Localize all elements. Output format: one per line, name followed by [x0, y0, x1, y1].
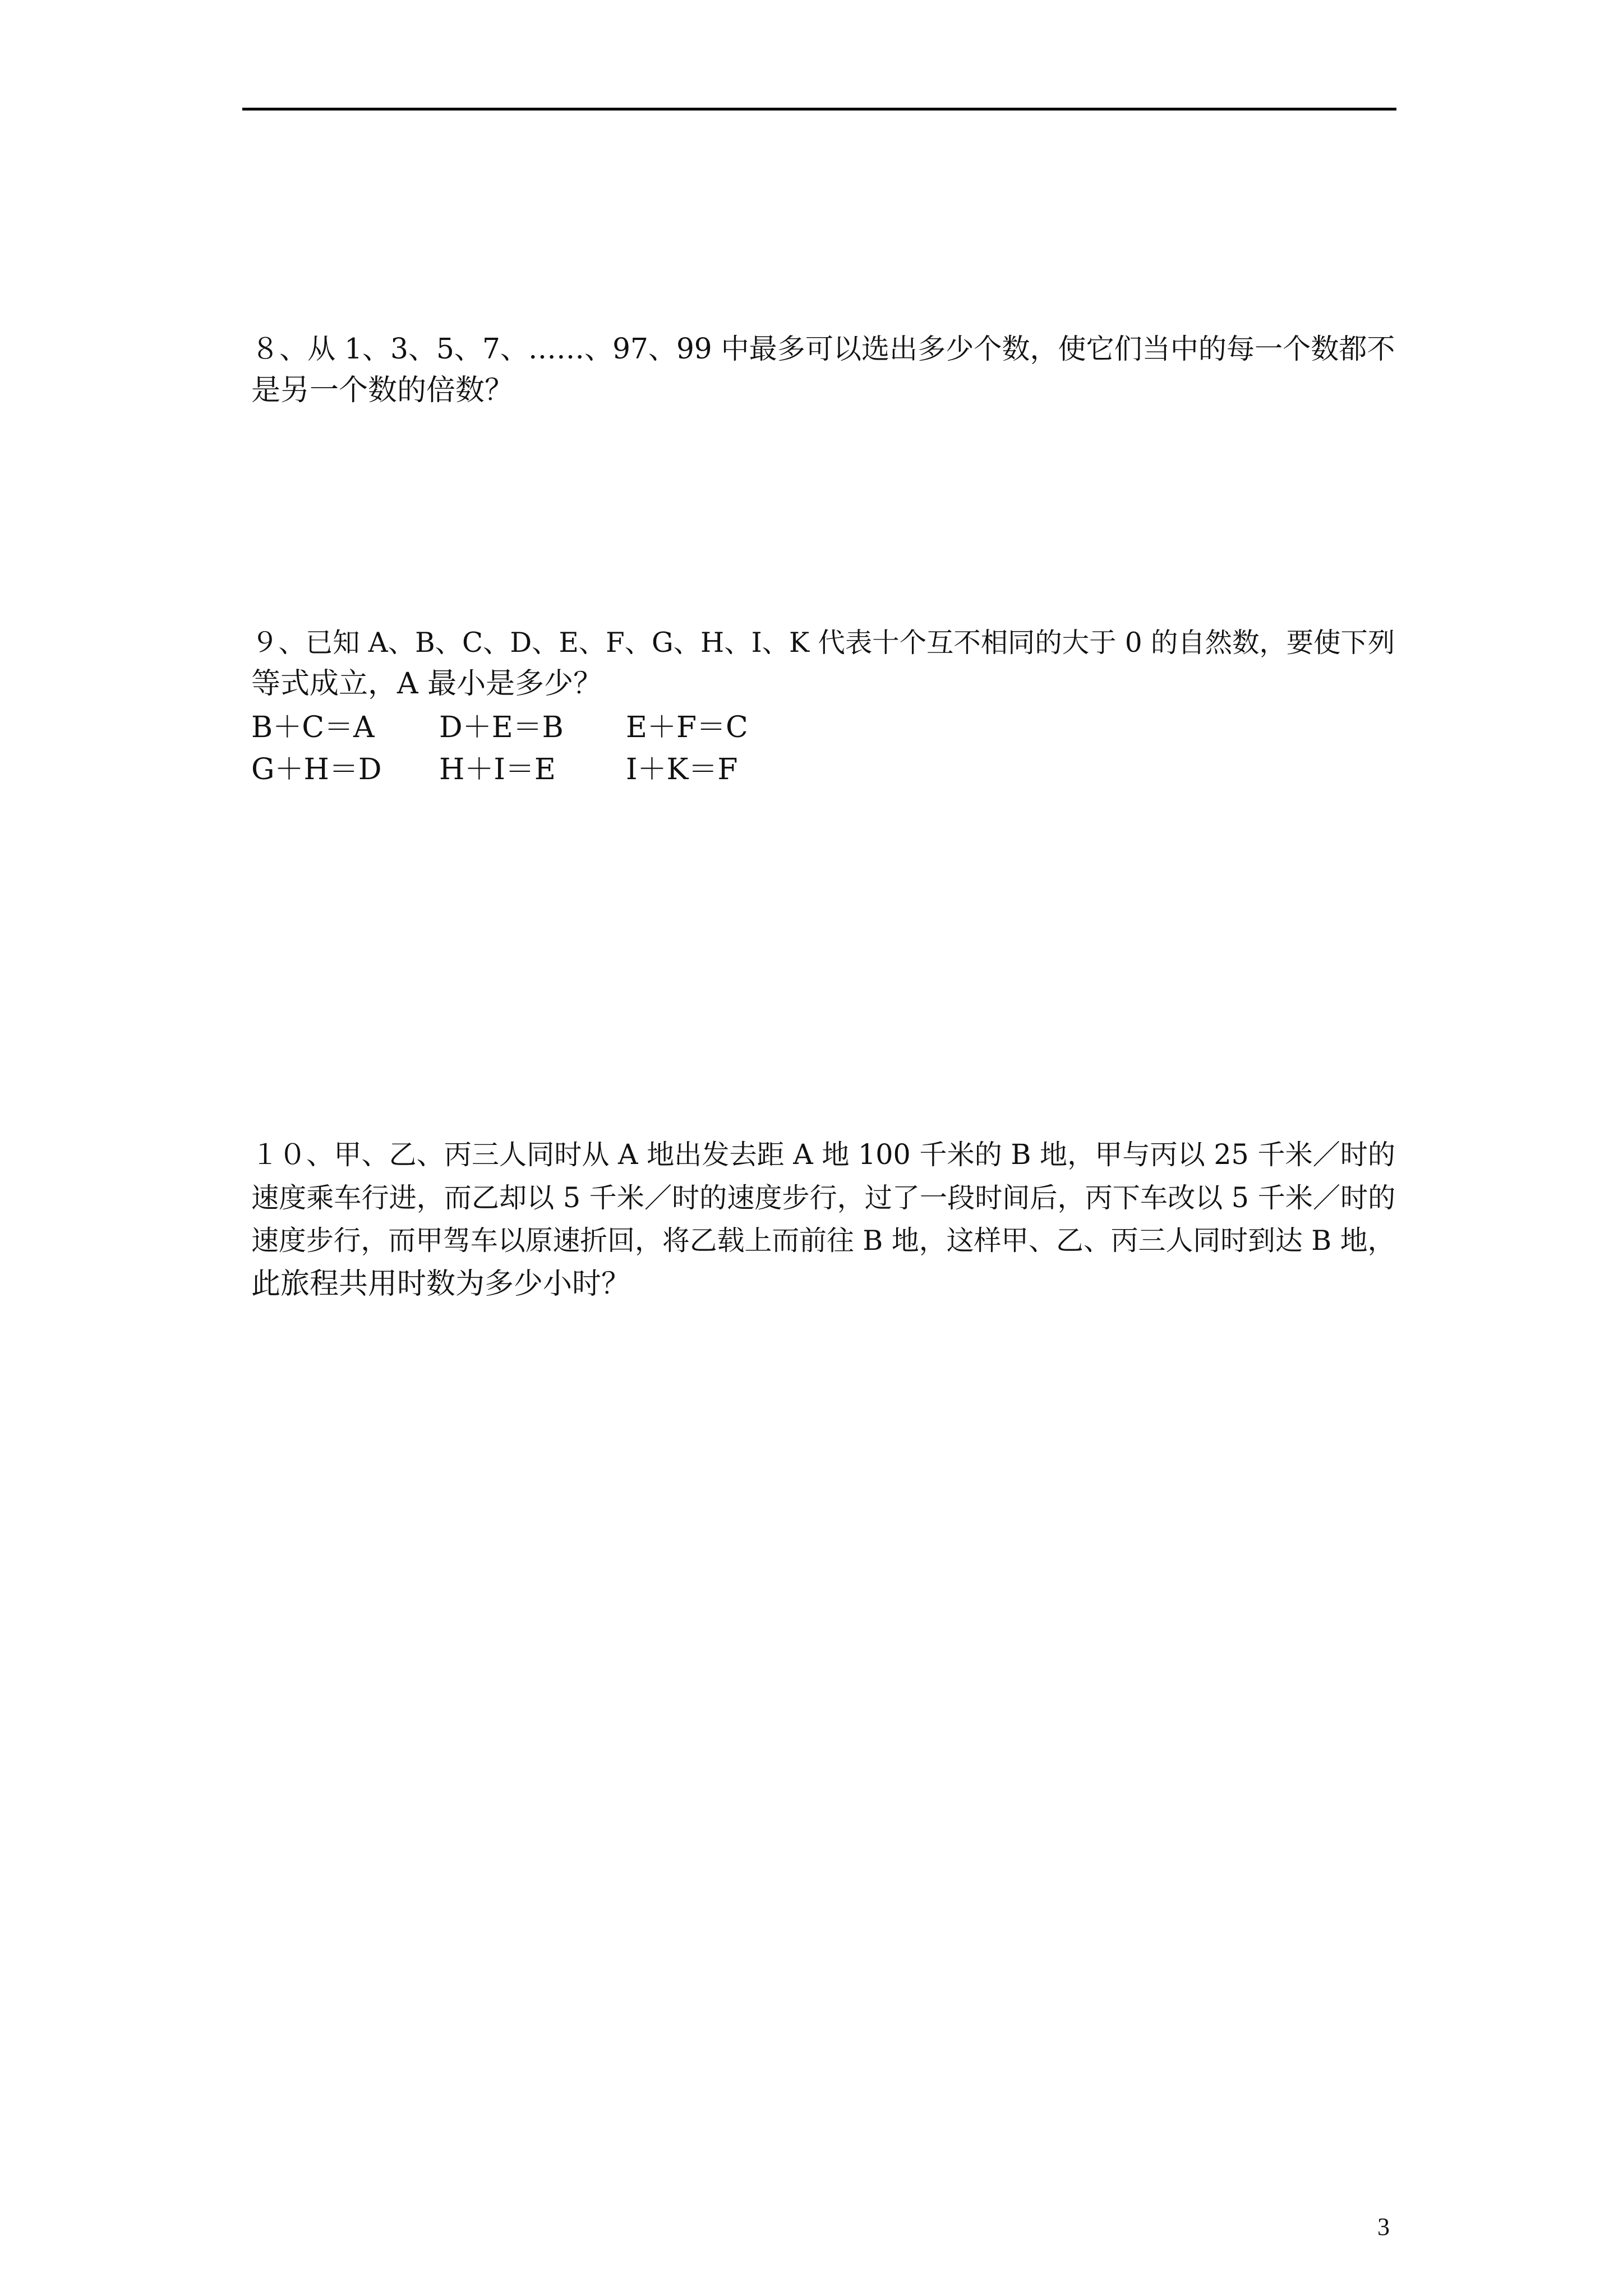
equation: E＋F＝C: [626, 711, 748, 744]
question-8-line-1: ８、从 1、3、5、7、……、97、99 中最多可以选出多少个数，使它们当中的每一个数都不: [251, 333, 1395, 365]
question-9-line-1: ９、已知 A、B、C、D、E、F、G、H、I、K 代表十个互不相同的大于 0 的自然数，要使下列: [251, 627, 1395, 659]
equation: D＋E＝B: [439, 711, 564, 744]
page-number: 3: [1377, 2213, 1390, 2240]
question-10-line-1: １０、甲、乙、丙三人同时从 A 地出发去距 A 地 100 千米的 B 地，甲与丙以 25 千米／时的: [251, 1138, 1395, 1171]
question-10-line-4: 此旅程共用时数为多少小时？: [251, 1267, 631, 1301]
equation: G＋H＝D: [251, 753, 382, 786]
equation: I＋K＝F: [626, 753, 738, 786]
equation-row-1: [251, 707, 1395, 748]
question-8-line-2: 是另一个数的倍数？: [251, 374, 514, 407]
equation: B＋C＝A: [251, 711, 375, 744]
header-rule: [242, 108, 1396, 111]
question-10-line-2: 速度乘车行进，而乙却以 5 千米／时的速度步行，过了一段时间后，丙下车改以 5 千米／时的: [251, 1181, 1396, 1214]
equation-row-2: [251, 749, 1395, 790]
equation: H＋I＝E: [439, 753, 556, 786]
question-10-line-3: 速度步行，而甲驾车以原速折回，将乙载上而前往 B 地，这样甲、乙、丙三人同时到达 B 地，: [251, 1225, 1395, 1257]
question-9-line-2: 等式成立，A 最小是多少？: [251, 667, 603, 701]
